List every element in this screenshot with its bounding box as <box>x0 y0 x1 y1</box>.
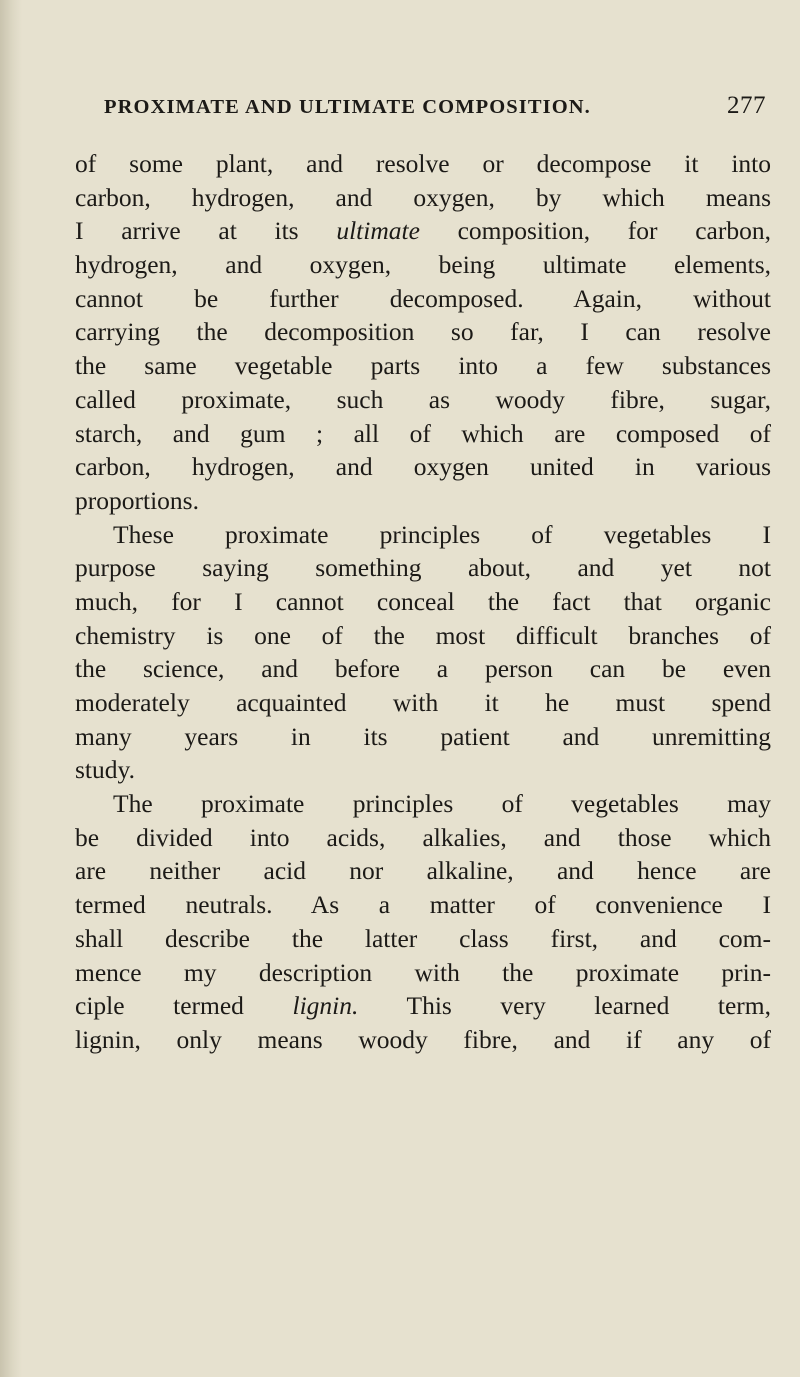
text-line: the science, and before a person can be even <box>75 654 771 684</box>
running-title: PROXIMATE AND ULTIMATE COMPOSITION. <box>104 96 591 118</box>
text-line-part: This very learned term, <box>358 991 771 1021</box>
text-line: called proximate, such as woody fibre, sugar, <box>75 384 771 414</box>
paragraph-start-line: These proximate principles of vegetables I <box>113 519 771 549</box>
paragraph-start-line: The proximate principles of vegetables may <box>113 789 771 819</box>
text-line <box>75 214 771 248</box>
text-line: purpose saying something about, and yet not <box>75 553 771 583</box>
text-line: much, for I cannot conceal the fact that organic <box>75 586 771 616</box>
text-line: the same vegetable parts into a few substances <box>75 351 771 381</box>
text-line: moderately acquainted with it he must spend <box>75 688 771 717</box>
text-line: are neither acid nor alkaline, and hence are <box>75 856 771 886</box>
text-line <box>75 989 771 1023</box>
text-line-part: I arrive at its <box>75 216 337 246</box>
text-line: shall describe the latter class first, and com- <box>75 923 771 953</box>
body-text <box>75 147 771 1057</box>
text-line: of some plant, and resolve or decompose it into <box>75 149 771 178</box>
italic-term: ultimate <box>336 216 420 246</box>
text-line: study. <box>75 755 135 785</box>
text-line: proportions. <box>75 485 199 515</box>
italic-term: lignin. <box>292 991 359 1021</box>
text-line: carbon, hydrogen, and oxygen united in various <box>75 452 771 482</box>
text-line: carbon, hydrogen, and oxygen, by which means <box>75 182 771 212</box>
page-number: 277 <box>727 92 766 119</box>
text-line-part: ciple termed <box>75 991 293 1021</box>
text-line: cannot be further decomposed. Again, without <box>75 283 771 313</box>
running-head <box>104 92 766 132</box>
text-line-part: composition, for carbon, <box>419 216 771 246</box>
text-line: lignin, only means woody fibre, and if any of <box>75 1024 771 1054</box>
text-line: chemistry is one of the most difficult branches of <box>75 620 771 650</box>
text-line: carrying the decomposition so far, I can resolve <box>75 317 771 347</box>
text-line: starch, and gum ; all of which are composed of <box>75 418 771 448</box>
page-edge-shadow <box>0 0 22 1377</box>
text-line: many years in its patient and unremitting <box>75 721 771 751</box>
text-line: mence my description with the proximate prin- <box>75 957 771 987</box>
text-line: termed neutrals. As a matter of convenience I <box>75 890 771 920</box>
text-line: be divided into acids, alkalies, and those which <box>75 822 771 852</box>
text-line: hydrogen, and oxygen, being ultimate elements, <box>75 250 771 280</box>
